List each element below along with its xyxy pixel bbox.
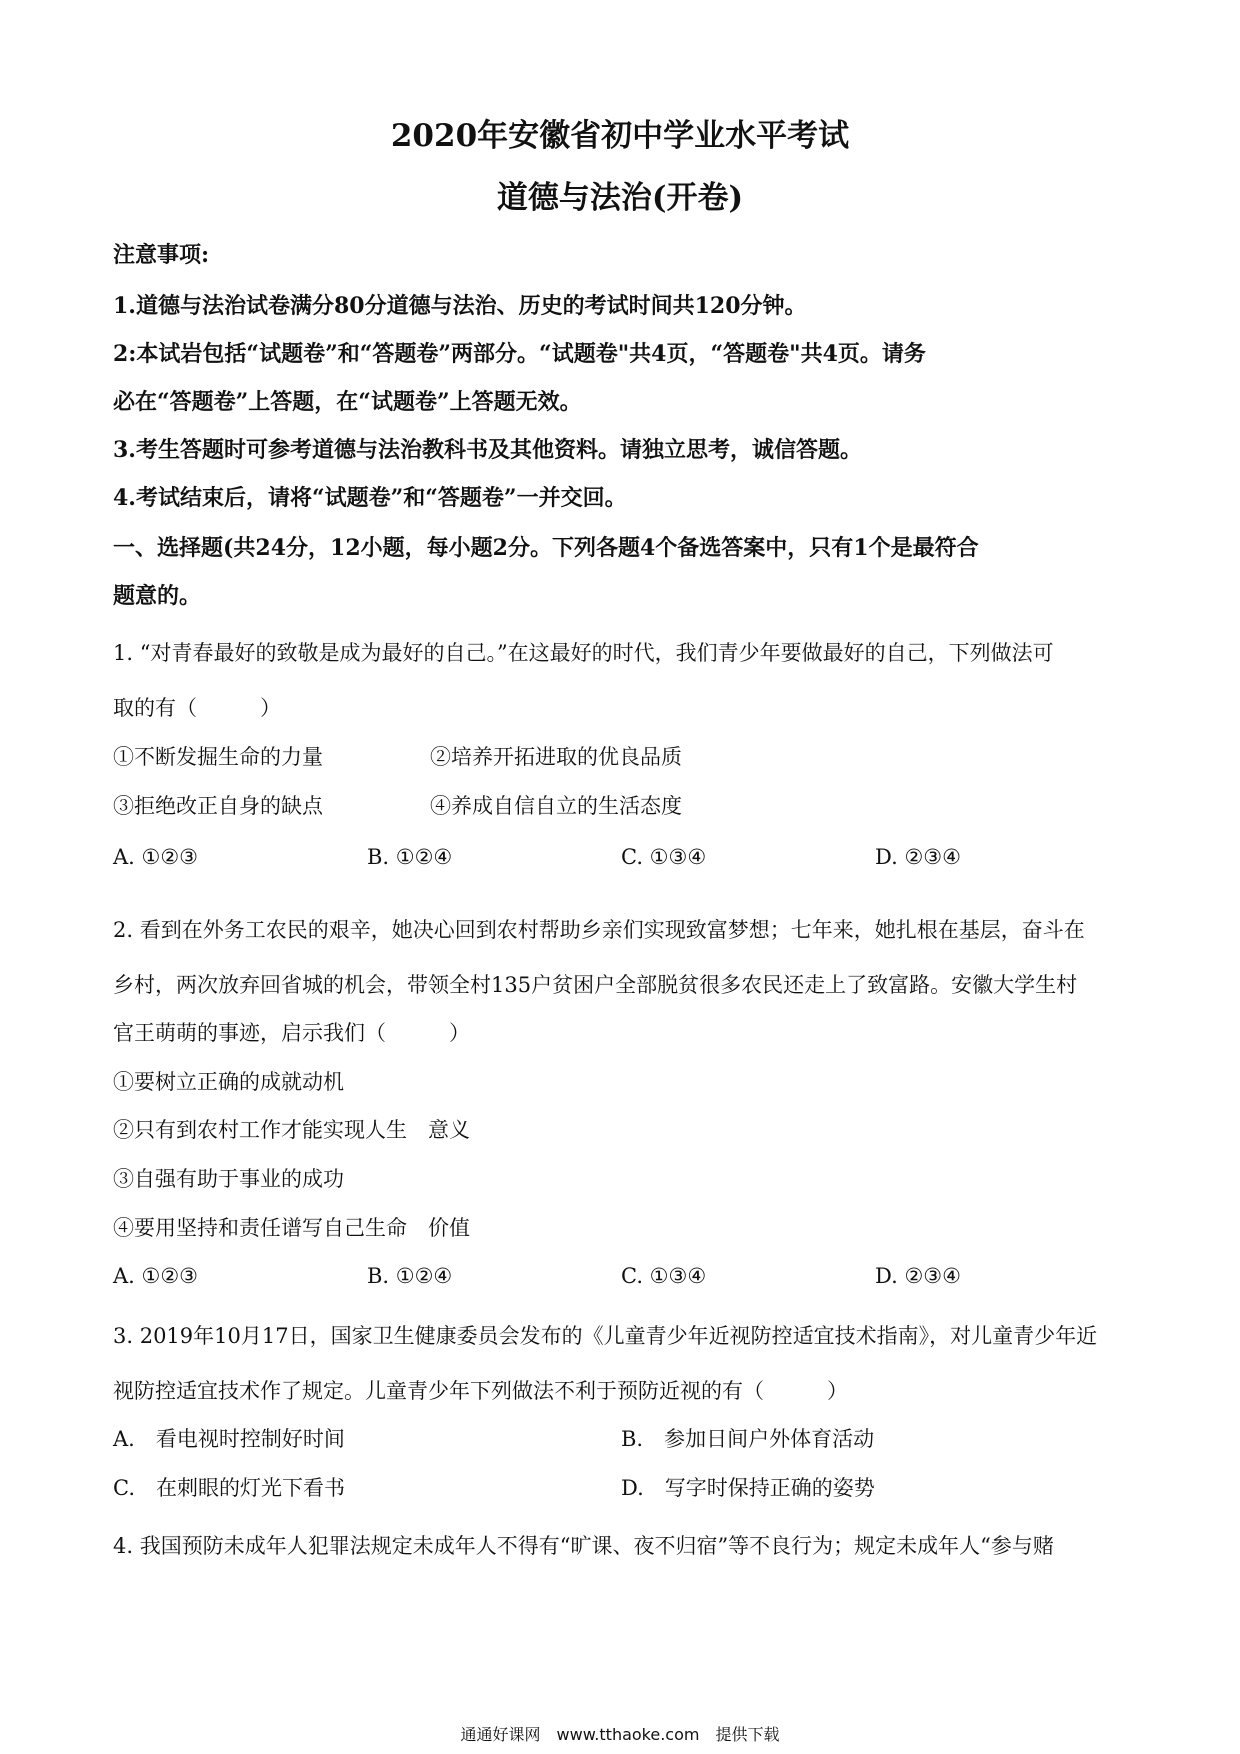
question-2-statement: ②只有到农村工作才能实现人生 意义 xyxy=(113,1118,470,1142)
footer-source: 通通好课网 www.tthaoke.com 提供下载 xyxy=(460,1725,780,1744)
question-1-choice-b: B. ①②④ xyxy=(367,845,453,869)
notice-item: 3.考生答题时可参考道德与法治教科书及其他资料。请独立思考，诚信答题。 xyxy=(113,437,862,463)
question-2-statement: ④要用坚持和责任谱写自己生命 价值 xyxy=(113,1216,470,1240)
notice-heading: 注意事项: xyxy=(113,242,210,268)
question-1-statement: ①不断发掘生命的力量 xyxy=(113,745,323,769)
question-3-choice-a: A. 看电视时控制好时间 xyxy=(113,1427,345,1451)
question-2-choice-d: D. ②③④ xyxy=(875,1264,961,1288)
question-3-choice-b: B. 参加日间户外体育活动 xyxy=(621,1427,875,1451)
question-1-statement: ③拒绝改正自身的缺点 xyxy=(113,794,323,818)
question-3-stem-cont: 视防控适宜技术作了规定。儿童青少年下列做法不利于预防近视的有（ ） xyxy=(113,1379,848,1403)
question-2-choice-c: C. ①③④ xyxy=(621,1264,707,1288)
question-3-choice-c: C. 在刺眼的灯光下看书 xyxy=(113,1476,345,1500)
page-title: 2020年安徽省初中学业水平考试 xyxy=(390,118,850,154)
question-1-stem: 1. “对青春最好的致敬是成为最好的自己。”在这最好的时代，我们青少年要做最好的自己，下列做法可 xyxy=(113,641,1054,665)
notice-item: 1.道德与法治试卷满分80分道德与法治、历史的考试时间共120分钟。 xyxy=(113,293,807,319)
question-1-choice-a: A. ①②③ xyxy=(113,845,198,869)
question-1-statement: ④养成自信自立的生活态度 xyxy=(430,794,682,818)
question-2-statement: ③自强有助于事业的成功 xyxy=(113,1167,344,1191)
page-subtitle: 道德与法治(开卷) xyxy=(496,180,744,216)
question-3-choice-d: D. 写字时保持正确的姿势 xyxy=(621,1476,875,1500)
section-heading: 一、选择题(共24分，12小题，每小题2分。下列各题4个备选答案中，只有1个是最符合 xyxy=(113,535,979,561)
question-3-stem: 3. 2019年10月17日，国家卫生健康委员会发布的《儿童青少年近视防控适宜技术指南》，对儿童青少年近 xyxy=(113,1324,1098,1348)
notice-item: 4.考试结束后，请将“试题卷”和“答题卷”一并交回。 xyxy=(113,485,627,511)
question-2-stem-cont: 官王萌萌的事迹，启示我们（ ） xyxy=(113,1021,470,1045)
question-2-statement: ①要树立正确的成就动机 xyxy=(113,1070,344,1094)
question-1-statement: ②培养开拓进取的优良品质 xyxy=(430,745,682,769)
question-2-stem-cont: 乡村，两次放弃回省城的机会，带领全村135户贫困户全部脱贫很多农民还走上了致富路。安徽大学生村 xyxy=(113,973,1078,997)
section-heading-cont: 题意的。 xyxy=(113,583,202,609)
question-1-stem-cont: 取的有（ ） xyxy=(113,696,281,720)
notice-item: 2:本试岩包括“试题卷”和“答题卷”两部分。“试题卷"共4页，“答题卷"共4页。请务 xyxy=(113,341,926,367)
question-2-choice-a: A. ①②③ xyxy=(113,1264,198,1288)
question-1-choice-d: D. ②③④ xyxy=(875,845,961,869)
question-2-choice-b: B. ①②④ xyxy=(367,1264,453,1288)
question-1-choice-c: C. ①③④ xyxy=(621,845,707,869)
question-4-stem: 4. 我国预防未成年人犯罪法规定未成年人不得有“旷课、夜不归宿”等不良行为；规定未成年人“参与赌 xyxy=(113,1534,1054,1558)
question-2-stem: 2. 看到在外务工农民的艰辛，她决心回到农村帮助乡亲们实现致富梦想；七年来，她扎根在基层，奋斗在 xyxy=(113,918,1085,942)
notice-item: 必在“答题卷”上答题，在“试题卷”上答题无效。 xyxy=(113,389,582,415)
